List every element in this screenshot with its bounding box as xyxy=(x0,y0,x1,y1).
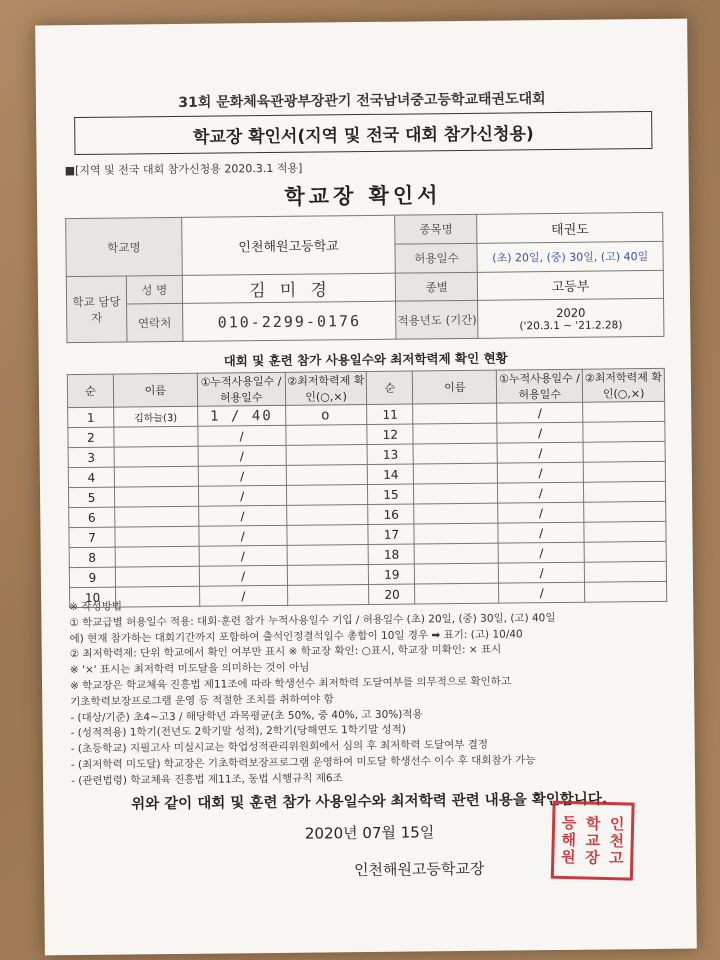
year-period: ('20.3.1 ~ '21.2.28) xyxy=(519,318,623,332)
row-name xyxy=(413,443,497,464)
row-no: 2 xyxy=(68,427,114,447)
row-no: 5 xyxy=(68,487,114,507)
row-name xyxy=(415,543,499,564)
row-name xyxy=(414,483,498,504)
instruction-line: ※ '×' 표시는 최저학력 미도달을 의미하는 것이 아님 xyxy=(69,661,310,677)
row-days: 1 / 40 xyxy=(197,405,285,426)
seal-char: 원 xyxy=(560,847,576,866)
row-academic xyxy=(584,541,666,562)
contact-value: 010-2299-0176 xyxy=(182,301,396,341)
row-days: / xyxy=(498,482,584,503)
row-no: 9 xyxy=(69,567,115,587)
seal-char: 인 xyxy=(609,814,625,833)
year-label: 적용년도 (기간) xyxy=(396,300,478,339)
row-academic xyxy=(286,484,368,505)
row-name xyxy=(115,526,199,547)
header-academic: ②최저학력제 확인(○,×) xyxy=(285,371,367,405)
category-value: 고등부 xyxy=(478,270,664,300)
instruction-line: 기초학력보장프로그램 운영 등 적절한 조치를 취하여야 함 xyxy=(70,693,334,708)
event-value: 태권도 xyxy=(477,212,663,243)
days-label: 허용일수 xyxy=(395,243,477,273)
row-no: 6 xyxy=(69,507,115,527)
row-name xyxy=(413,403,497,424)
row-days: / xyxy=(498,542,584,563)
seal-char: 교 xyxy=(585,830,601,850)
row-academic xyxy=(584,521,666,542)
row-name xyxy=(415,563,499,584)
row-name xyxy=(114,426,198,447)
row-no: 3 xyxy=(68,447,114,467)
year-cell xyxy=(478,298,664,338)
row-academic xyxy=(584,561,666,582)
name-value: 김 미 경 xyxy=(182,273,396,303)
row-days: / xyxy=(199,525,287,546)
row-name xyxy=(414,503,498,524)
instruction-line: - (초등학교) 지필고사 미실시교는 학업성적관리위원회에서 심의 후 최저학력 도달여부 결정 xyxy=(70,738,489,756)
row-name xyxy=(114,466,198,487)
row-days: / xyxy=(198,445,286,466)
school-value: 인천해원고등학교 xyxy=(181,215,395,275)
row-days: / xyxy=(198,425,286,446)
row-academic xyxy=(583,421,665,442)
instruction-line: ① 학교급별 허용일수 적용: 대회·훈련 참가 누적사용일수 기입 / 허용일수 (초) 20일, (중) 30일, (고) 40일 xyxy=(69,611,556,629)
row-no: 13 xyxy=(368,444,414,464)
instruction-line: ② 최저학력제: 단위 학교에서 확인 여부만 표시 ※ 학교장 확인: ○표시, 학교장 미확인: × 표시 xyxy=(69,643,502,661)
row-name xyxy=(414,523,498,544)
row-name xyxy=(413,423,497,444)
seal-char: 장 xyxy=(584,847,600,867)
issue-date: 2020년 07월 15일 xyxy=(304,823,435,843)
form-note: ■[지역 및 전국 대회 참가신청용 2020.3.1 적용] xyxy=(64,161,303,178)
year-value: 2020 xyxy=(556,305,586,320)
row-days: / xyxy=(497,402,583,423)
header-no: 순 xyxy=(67,374,113,407)
contact-label: 연락처 xyxy=(126,303,182,342)
header-days: ①누적사용일수 /허용일수 xyxy=(497,369,583,403)
row-name xyxy=(115,546,199,567)
header-no: 순 xyxy=(367,371,413,404)
row-academic xyxy=(287,564,369,585)
days-value: (초) 20일, (중) 30일, (고) 40일 xyxy=(477,241,663,272)
row-no: 1 xyxy=(68,407,114,427)
row-no: 18 xyxy=(369,544,415,564)
school-label: 학교명 xyxy=(66,217,182,276)
row-name: 김하늘(3) xyxy=(114,406,198,427)
row-no: 8 xyxy=(69,547,115,567)
row-academic xyxy=(583,441,665,462)
row-no: 19 xyxy=(369,564,415,584)
row-academic xyxy=(286,464,368,485)
instruction-line: - (성적적용) 1학기(전년도 2학기말 성적), 2학기(당해연도 1학기말 성적) xyxy=(70,723,406,740)
row-no: 14 xyxy=(368,464,414,484)
row-no: 11 xyxy=(367,404,413,424)
instruction-line: 에) 현재 참가하는 대회기간까지 포함하여 출석인정결석일수 총합이 10일 경우 ➡ 표기: (고) 10/40 xyxy=(69,627,523,645)
header-days: ①누적사용일수 /허용일수 xyxy=(197,372,285,406)
row-no: 10 xyxy=(70,587,116,607)
row-academic xyxy=(286,504,368,525)
row-days: / xyxy=(497,422,583,443)
manager-label: 학교 담당자 xyxy=(66,276,127,343)
row-days: / xyxy=(498,522,584,543)
row-academic xyxy=(583,461,665,482)
row-no: 20 xyxy=(369,584,415,604)
row-name xyxy=(115,566,199,587)
row-days: / xyxy=(198,505,286,526)
header-academic: ②최저학력제 확인(○,×) xyxy=(582,368,664,402)
row-no: 16 xyxy=(368,504,414,524)
seal-char: 해 xyxy=(561,830,577,849)
row-academic: o xyxy=(285,404,367,425)
principal-signature: 인천해원고등학교장 xyxy=(353,859,485,880)
confirmation-statement: 위와 같이 대회 및 훈련 참가 사용일수와 최저학력 관련 내용을 확인합니다. xyxy=(131,791,608,813)
row-academic xyxy=(584,501,666,522)
row-days: / xyxy=(497,462,583,483)
row-academic xyxy=(584,481,666,502)
instructions xyxy=(69,594,671,790)
row-days: / xyxy=(199,545,287,566)
seal-char: 등 xyxy=(561,813,577,832)
header-name: 이름 xyxy=(113,373,197,407)
row-no: 12 xyxy=(367,424,413,444)
info-table xyxy=(65,212,664,343)
instruction-line: ※ 학교장은 학교체육 진흥법 제11조에 따라 학생선수 최저학력 도달여부를 의무적으로 확인하고 xyxy=(70,675,512,693)
row-no: 4 xyxy=(68,467,114,487)
row-academic xyxy=(583,401,665,422)
row-days: / xyxy=(198,465,286,486)
row-name xyxy=(115,506,199,527)
form-banner: 학교장 확인서(지역 및 전국 대회 참가신청용) xyxy=(74,111,652,155)
seal-char: 고 xyxy=(608,848,624,867)
document-sheet xyxy=(35,19,697,956)
row-days: / xyxy=(499,582,585,603)
row-name xyxy=(414,463,498,484)
instruction-line: - (대상/기준) 초4~고3 / 해당학년 과목평균(초 50%, 중 40%, 고 30%)적용 xyxy=(70,707,423,724)
section-title: 대회 및 훈련 참가 사용일수와 최저학력제 확인 현황 xyxy=(223,350,508,369)
row-name xyxy=(114,486,198,507)
event-label: 종목명 xyxy=(395,214,477,244)
name-label: 성 명 xyxy=(126,275,182,304)
row-academic xyxy=(285,424,367,445)
participant-table xyxy=(67,368,667,608)
row-no: 17 xyxy=(368,524,414,544)
row-no: 7 xyxy=(69,527,115,547)
row-days: / xyxy=(199,565,287,586)
row-no: 15 xyxy=(368,484,414,504)
row-academic xyxy=(287,524,369,545)
category-label: 종별 xyxy=(396,272,478,301)
school-seal-stamp xyxy=(551,801,635,881)
row-name xyxy=(114,446,198,467)
seal-char: 천 xyxy=(609,831,625,850)
instruction-line: - (최저학력 미도달) 학교장은 기초학력보장프로그램 운영하여 미도달 학생선수 이수 후 대회참가 가능 xyxy=(70,754,536,772)
row-days: / xyxy=(198,485,286,506)
seal-char: 학 xyxy=(585,813,601,833)
event-title: 31회 문화체육관광부장관기 전국남녀중고등학교태권도대회 xyxy=(178,91,546,111)
row-days: / xyxy=(199,585,287,606)
instructions-title: ※ 작성방법 xyxy=(69,600,123,614)
instruction-line: - (관련법령) 학교체육 진흥법 제11조, 동법 시행규칙 제6조 xyxy=(70,772,343,787)
header-name: 이름 xyxy=(413,370,497,404)
row-academic xyxy=(286,444,368,465)
row-days: / xyxy=(499,562,585,583)
row-days: / xyxy=(498,502,584,523)
document-title: 학교장 확인서 xyxy=(284,183,442,209)
row-academic xyxy=(287,544,369,565)
row-days: / xyxy=(497,442,583,463)
